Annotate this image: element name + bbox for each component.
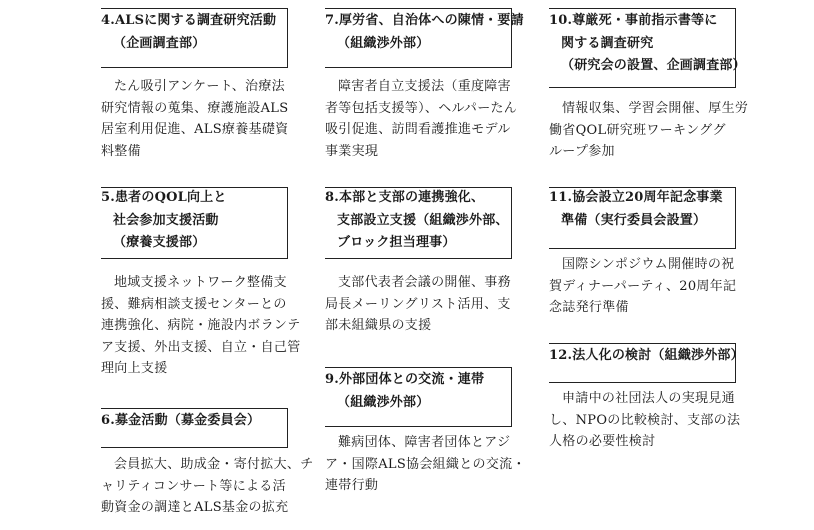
section-8-body-line: 部未組織県の支援 [325, 318, 432, 333]
section-11-title-line: 準備（実行委員会設置） [561, 213, 707, 228]
section-10-body-line: ループ参加 [549, 144, 615, 159]
section-5-body-line: 理向上支援 [101, 361, 168, 376]
section-10-title-line: （研究会の設置、企画調査部） [561, 58, 746, 73]
section-7-title-line: 7.厚労省、自治体への陳情・要請 [325, 13, 524, 28]
section-7-body-line: 事業実現 [325, 143, 379, 159]
section-12-heading-box [549, 343, 744, 383]
section-5-body-line: 連携強化、病院・施設内ボランテ [101, 318, 301, 333]
section-8-heading-box [325, 187, 512, 259]
section-8-body [325, 272, 519, 337]
section-5-title-line: 社会参加支援活動 [113, 213, 219, 228]
section-4-title-line: 4.ALSに関する調査研究活動 [101, 13, 277, 28]
section-10-body-line: 情報収集、学習会開催、厚生労 [562, 101, 749, 116]
section-8-title-line: ブロック担当理事） [337, 235, 456, 250]
section-8-title-line: 8.本部と支部の連携強化、 [325, 190, 485, 205]
section-11-title-line: 11.協会設立20周年記念事業 [549, 190, 723, 205]
section-11-body-line: 賀ディナーパーティ、20周年記 [549, 278, 737, 294]
section-12-body-line: 申請中の社団法人の実現見通 [562, 391, 735, 406]
section-9-body-line: 連帯行動 [325, 478, 379, 493]
section-6-body-line: 会員拡大、助成金・寄付拡大、チ [114, 457, 314, 472]
section-7-heading-box [325, 8, 524, 68]
section-10-title-line: 関する調査研究 [561, 36, 654, 51]
section-4-body-line: 研究情報の蒐集、療護施設ALS [101, 100, 289, 116]
section-12-body-line: 人格の必要性検討 [549, 434, 656, 449]
section-8-body-line: 局長メーリングリスト活用、支 [325, 296, 511, 312]
section-11-body-line: 国際シンポジウム開催時の祝 [562, 257, 735, 272]
section-5-body-line: ア支援、外出支援、自立・自己管 [101, 339, 301, 355]
section-11-body-line: 念誌発行準備 [549, 300, 629, 315]
section-5-title-line: 5.患者のQOL向上と [101, 190, 227, 205]
section-4-heading-box [101, 8, 288, 68]
section-12-body-line: し、NPOの比較検討、支部の法 [549, 412, 741, 428]
section-4-body-line: 居室利用促進、ALS療養基礎資 [101, 122, 289, 137]
section-9-heading-box [325, 367, 512, 427]
section-8-title-line: 支部設立支援（組織渉外部、 [337, 213, 509, 228]
section-11-heading-box [549, 187, 736, 249]
section-10-title-line: 10.尊厳死・事前指示書等に [549, 13, 718, 28]
section-9-body-line: 難病団体、障害者団体とアジ [338, 435, 511, 450]
section-10-body-line: 働省QOL研究班ワーキンググ [549, 122, 726, 138]
section-6-body-line: 動資金の調達とALS基金の拡充 [101, 500, 289, 515]
section-9-body-line: ア・国際ALS協会組織との交流・ [325, 456, 526, 472]
section-5-title-line: （療養支援部） [113, 235, 206, 250]
section-9-title-line: 9.外部団体との交流・連帯 [325, 372, 485, 387]
section-12-title-line: 12.法人化の検討（組織渉外部） [549, 348, 744, 363]
section-7-title-line: （組織渉外部） [337, 36, 430, 51]
section-9-body [325, 432, 526, 497]
section-6-body-line: ャリティコンサート等による活 [101, 478, 286, 494]
section-5-body-line: 地域支援ネットワーク整備支 [114, 275, 287, 290]
section-7-body-line: 者等包括支援等）、ヘルパーたん [325, 100, 518, 116]
section-5-body [101, 272, 301, 380]
section-4-body-line: 料整備 [101, 143, 141, 159]
section-10-body [549, 98, 749, 163]
section-4-body [101, 76, 295, 162]
section-4-body-line: たん吸引アンケート、治療法 [114, 79, 285, 94]
section-11-body [549, 254, 743, 319]
section-6-heading-box [101, 408, 288, 448]
section-9-title-line: （組織渉外部） [337, 395, 430, 410]
section-7-body [325, 76, 519, 162]
section-5-heading-box [101, 187, 288, 259]
section-4-title-line: （企画調査部） [113, 36, 206, 51]
section-5-body-line: 援、難病相談支援センターとの [101, 296, 287, 312]
section-8-body-line: 支部代表者会議の開催、事務 [338, 275, 511, 290]
section-12-body [549, 388, 743, 453]
section-7-body-line: 吸引促進、訪問看護推進モデル [325, 122, 511, 137]
section-7-body-line: 障害者自立支援法（重度障害 [338, 79, 511, 94]
section-10-heading-box [549, 8, 746, 88]
section-6-title-line: 6.募金活動（募金委員会） [101, 413, 261, 428]
section-6-body [101, 454, 314, 519]
